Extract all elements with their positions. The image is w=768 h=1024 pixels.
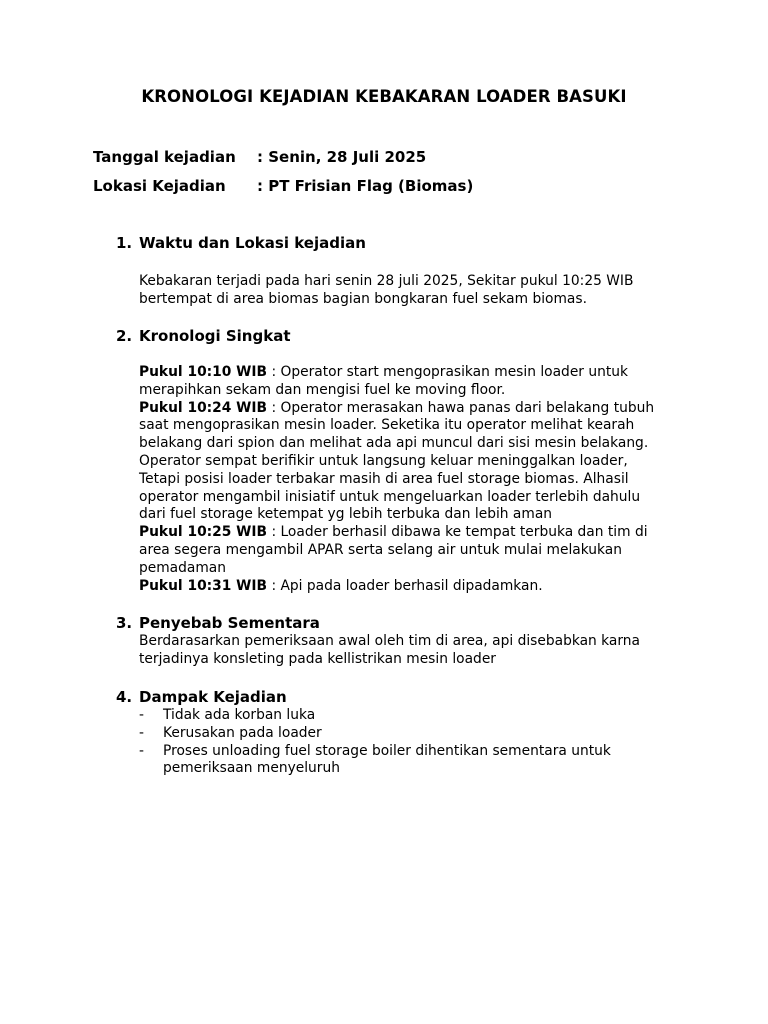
chronology-entry-3 [139, 524, 699, 577]
section-title: Penyebab Sementara [139, 614, 320, 632]
chronology-entry-4 [139, 578, 699, 596]
paragraph-line: area segera mengambil APAR serta selang air untuk mulai melakukan [139, 541, 622, 558]
list-item-line: Tidak ada korban luka [163, 707, 316, 723]
section-heading-cause [116, 614, 320, 632]
section-number: 3. [116, 614, 133, 632]
entry-text: : Operator merasakan hawa panas dari belakang tubuh [267, 399, 655, 416]
section-title: Dampak Kejadian [139, 688, 287, 706]
chronology-entry-2 [139, 400, 699, 525]
incident-date-row [93, 148, 426, 166]
entry-text: : Api pada loader berhasil dipadamkan. [267, 577, 543, 594]
entry-time: Pukul 10:31 WIB [139, 577, 268, 594]
list-item-line: Proses unloading fuel storage boiler dihentikan sementara untuk [163, 742, 611, 759]
paragraph-line: operator mengambil inisiatif untuk mengeluarkan loader terlebih dahulu [139, 488, 641, 505]
list-item [139, 725, 699, 743]
paragraph-line: Kebakaran terjadi pada hari senin 28 juli 2025, Sekitar pukul 10:25 WIB [139, 273, 634, 289]
chronology-entries [139, 364, 699, 595]
paragraph-line: Tetapi posisi loader terbakar masih di area fuel storage biomas. Alhasil [139, 470, 629, 487]
chronology-entry-1 [139, 364, 699, 400]
entry-time: Pukul 10:25 WIB [139, 524, 268, 541]
section-number: 4. [116, 688, 133, 706]
impact-list [139, 707, 699, 778]
paragraph-line: pemadaman [139, 559, 226, 576]
section-number: 2. [116, 327, 133, 345]
incident-location-row [93, 177, 473, 195]
entry-text: : Operator start mengoprasikan mesin loader untuk [267, 364, 628, 380]
paragraph-line: belakang dari spion dan melihat ada api muncul dari sisi mesin belakang. [139, 435, 649, 452]
section-heading-chronology [116, 327, 291, 345]
location-label: Lokasi Kejadian [93, 177, 226, 195]
date-value: : Senin, 28 Juli 2025 [257, 148, 427, 166]
paragraph-line [139, 578, 699, 596]
list-item [139, 743, 699, 779]
list-item-line: pemeriksaan menyeluruh [163, 760, 340, 777]
entry-text: : Loader berhasil dibawa ke tempat terbuka dan tim di [267, 524, 648, 541]
bullet-dash: - [139, 742, 144, 759]
paragraph-line: Operator sempat berifikir untuk langsung keluar meninggalkan loader, [139, 452, 628, 469]
paragraph-line [139, 524, 699, 542]
paragraph-line [139, 400, 699, 418]
entry-time: Pukul 10:24 WIB [139, 399, 268, 416]
document-title: KRONOLOGI KEJADIAN KEBAKARAN LOADER BASUKI [141, 87, 627, 106]
bullet-dash: - [139, 724, 144, 741]
bullet-dash: - [139, 707, 144, 723]
location-value: : PT Frisian Flag (Biomas) [257, 177, 474, 195]
paragraph-line: Berdarasarkan pemeriksaan awal oleh tim di area, api disebabkan karna [139, 633, 640, 649]
section-heading-impact [116, 688, 287, 706]
section-title: Waktu dan Lokasi kejadian [139, 234, 366, 252]
section-heading-time-location [116, 234, 366, 252]
section-body-cause [139, 633, 699, 669]
entry-time: Pukul 10:10 WIB [139, 364, 268, 380]
list-item-line: Kerusakan pada loader [163, 724, 322, 741]
paragraph-line: dari fuel storage ketempat yg lebih terbuka dan lebih aman [139, 506, 553, 523]
paragraph-line: bertempat di area biomas bagian bongkaran fuel sekam biomas. [139, 290, 587, 307]
section-title: Kronologi Singkat [139, 327, 291, 345]
list-item [139, 707, 699, 725]
paragraph-line: terjadinya konsleting pada kellistrikan mesin loader [139, 650, 496, 667]
paragraph-line: saat mengoprasikan mesin loader. Seketika itu operator melihat kearah [139, 417, 635, 434]
section-number: 1. [116, 234, 133, 252]
date-label: Tanggal kejadian [93, 148, 236, 166]
paragraph-line: merapihkan sekam dan mengisi fuel ke moving floor. [139, 381, 506, 398]
paragraph-line [139, 364, 699, 382]
section-body-time-location [139, 273, 699, 309]
